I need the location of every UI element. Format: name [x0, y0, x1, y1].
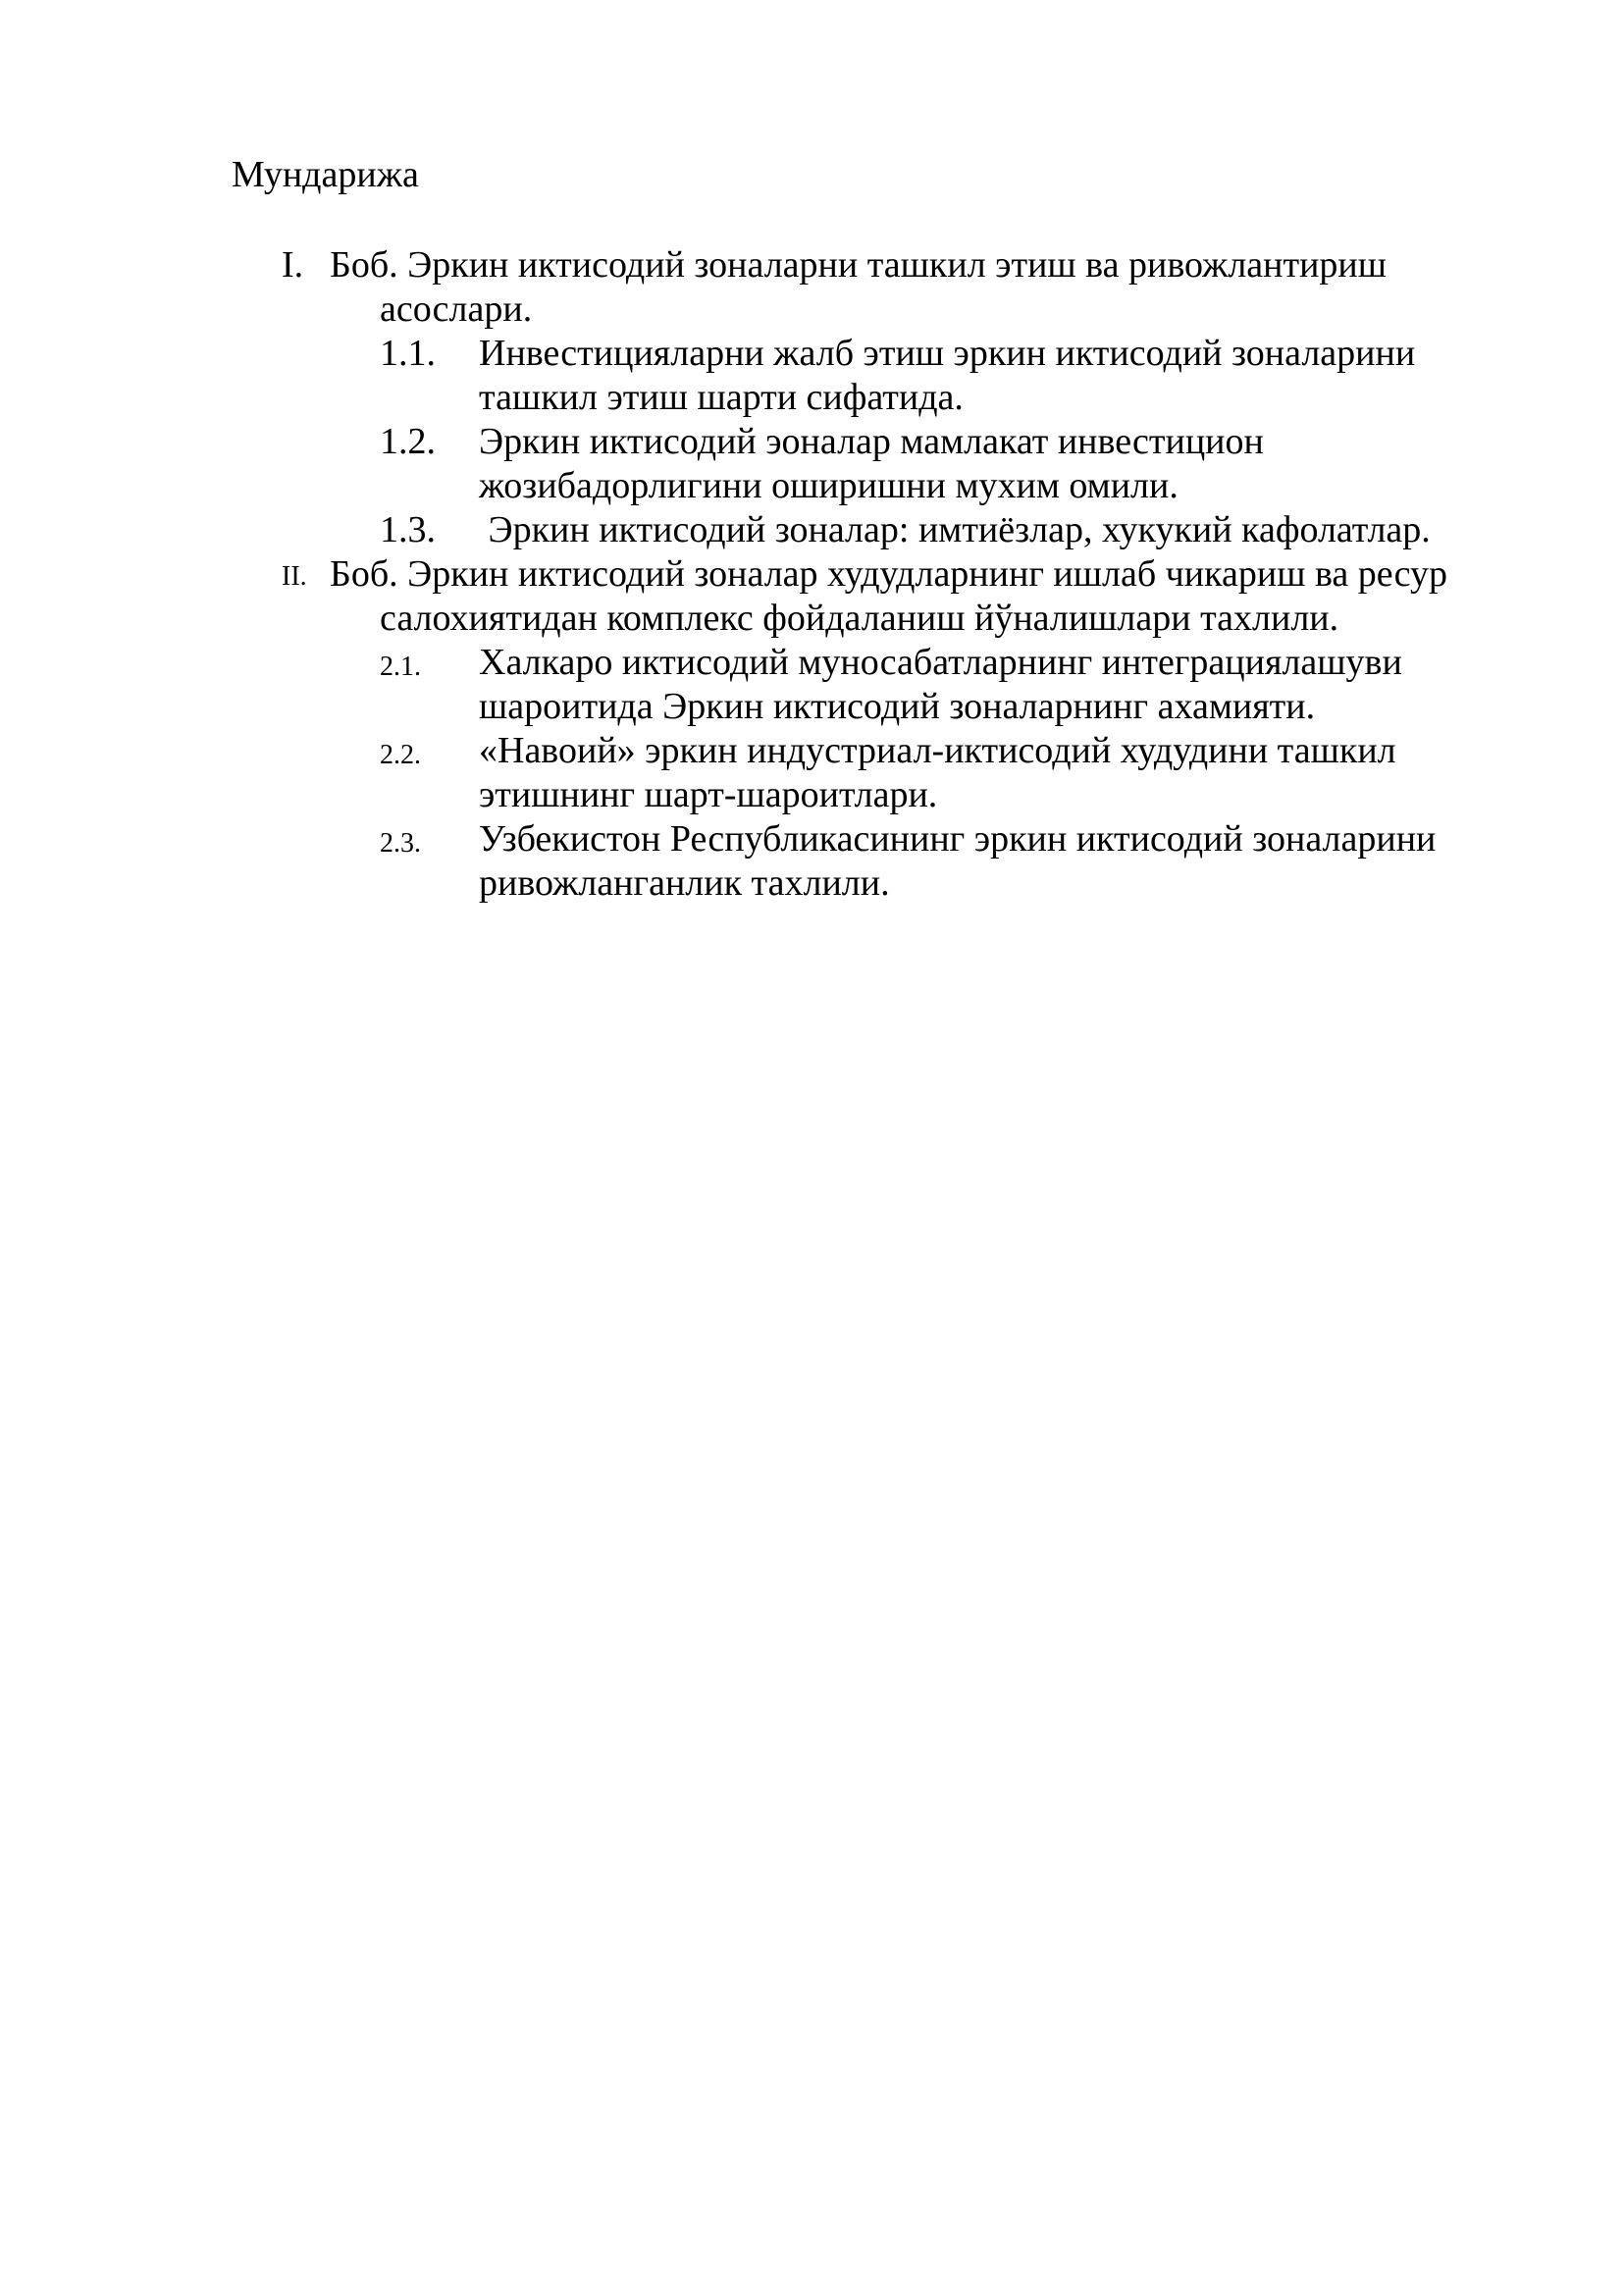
section-title-line: ривожланганлик тахлили. [479, 862, 890, 904]
section-title-line: Инвестицияларни жалб этиш эркин иктисодий зоналарини [479, 333, 1416, 374]
section-number: 1.2. [380, 421, 436, 462]
section-title-line: шароитида Эркин иктисодий зоналарнинг ахамияти. [479, 686, 1316, 727]
section-number: 1.3. [380, 509, 436, 550]
chapter-title-line: Боб. Эркин иктисодий зоналар худудларнинг ишлаб чикариш ва ресур [330, 553, 1447, 595]
section-number: 2.3. [380, 828, 421, 859]
section-title-line: «Навоий» эркин индустриал-иктисодий худудини ташкил [479, 730, 1396, 771]
section-number: 1.1. [380, 333, 436, 374]
chapter-title-line: асослари. [380, 288, 533, 330]
section-title-line: ташкил этиш шарти сифатида. [479, 377, 964, 418]
section-number: 2.2. [380, 740, 421, 770]
chapter-number: I. [282, 244, 304, 286]
chapter-number: II. [282, 561, 307, 592]
chapter-title-line: салохиятидан комплекс фойдаланиш йўналишлари тахлили. [380, 598, 1339, 639]
section-title-line: Эркин иктисодий зоналар: имтиёзлар, хукукий кафолатлар. [479, 509, 1431, 550]
section-title-line: этишнинг шарт-шароитлари. [479, 774, 938, 815]
page-title: Мундарижа [232, 154, 419, 195]
section-title-line: Узбекистон Республикасининг эркин иктисодий зоналарини [479, 818, 1437, 860]
chapter-title-line: Боб. Эркин иктисодий зоналарни ташкил этиш ва ривожлантириш [330, 244, 1388, 286]
section-number: 2.1. [380, 652, 421, 682]
section-title-line: Халкаро иктисодий муносабатларнинг интеграциялашуви [479, 642, 1402, 683]
section-title-line: Эркин иктисодий эоналар мамлакат инвестицион [479, 421, 1264, 462]
section-title-line: жозибадорлигини оширишни мухим омили. [479, 465, 1179, 506]
